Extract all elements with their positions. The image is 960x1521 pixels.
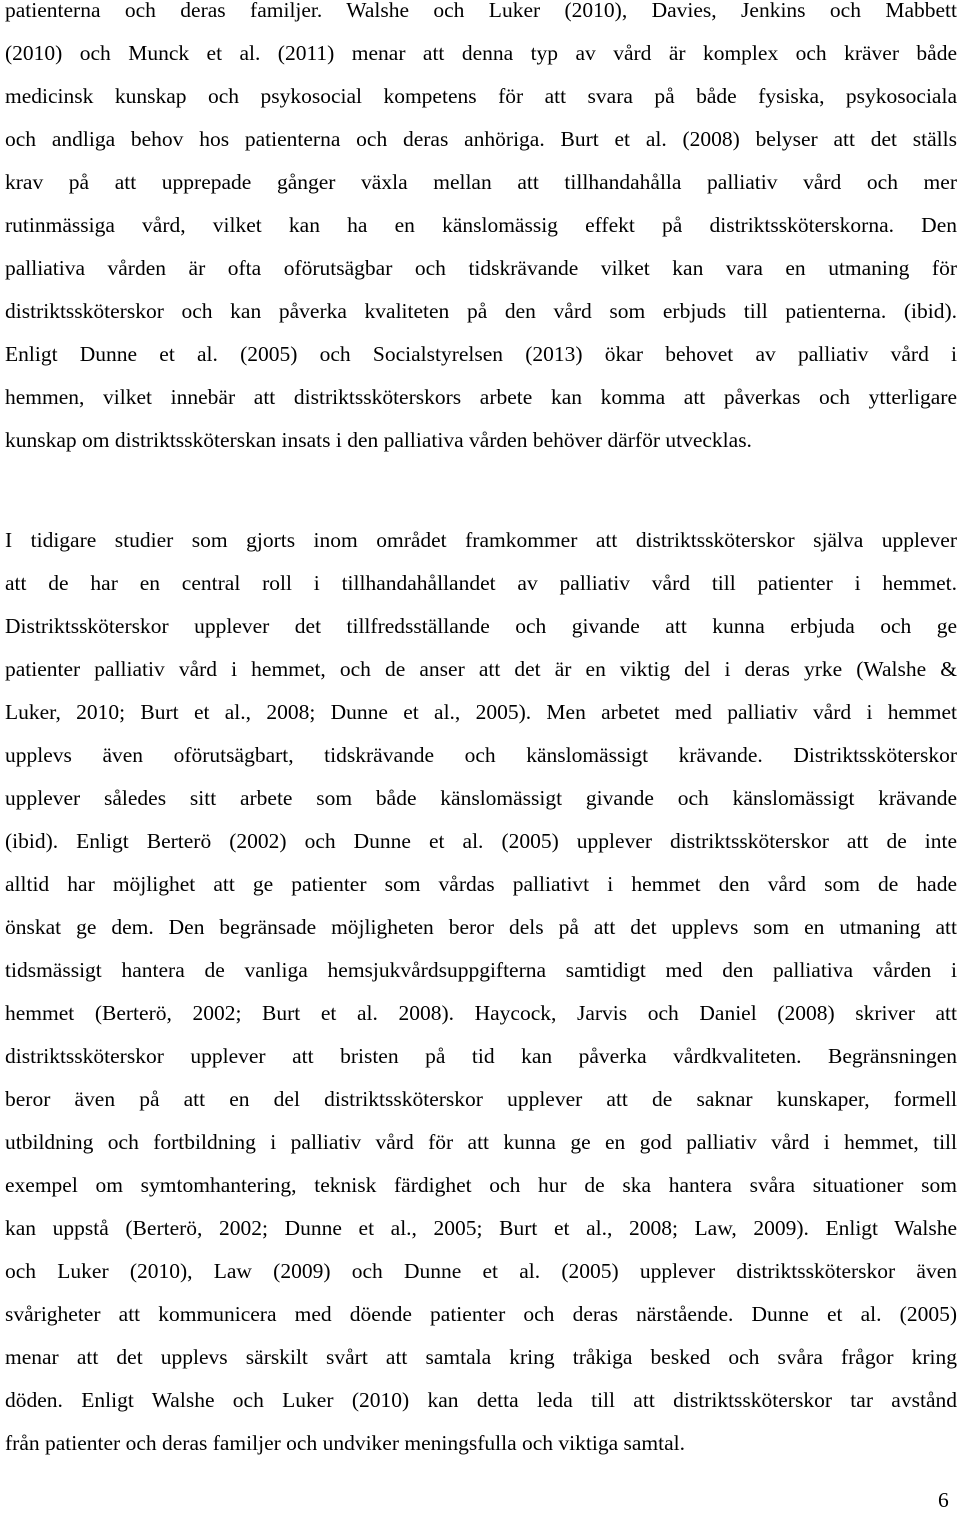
text-line: upplevs även oförutsägbart, tidskrävande och känslomässigt krävande. Distriktssköterskor: [5, 743, 957, 767]
text-line: utbildning och fortbildning i palliativ vård för att kunna ge en god palliativ vård i hemmet, till: [5, 1130, 957, 1154]
text-line: och Luker (2010), Law (2009) och Dunne et al. (2005) upplever distriktssköterskor även: [5, 1259, 957, 1283]
text-line: att de har en central roll i tillhandahållandet av palliativ vård till patienter i hemmet.: [5, 571, 957, 595]
text-line: Distriktssköterskor upplever det tillfredsställande och givande att kunna erbjuda och ge: [5, 614, 957, 638]
text-line: kunskap om distriktssköterskan insats i den palliativa vården behöver därför utvecklas.: [5, 428, 752, 452]
text-line: distriktssköterskor upplever att bristen på tid kan påverka vårdkvaliteten. Begränsningen: [5, 1044, 957, 1068]
text-line: I tidigare studier som gjorts inom området framkommer att distriktssköterskor själva upplever: [5, 528, 957, 552]
text-line: (ibid). Enligt Berterö (2002) och Dunne et al. (2005) upplever distriktssköterskor att de inte: [5, 829, 957, 853]
text-line: exempel om symtomhantering, teknisk färdighet och hur de ska hantera svåra situationer som: [5, 1173, 957, 1197]
text-line: patienter palliativ vård i hemmet, och de anser att det är en viktig del i deras yrke (Walshe &: [5, 657, 957, 681]
text-line: Luker, 2010; Burt et al., 2008; Dunne et al., 2005). Men arbetet med palliativ vård i hemmet: [5, 700, 957, 724]
text-line: önskat ge dem. Den begränsade möjligheten beror dels på att det upplevs som en utmaning att: [5, 915, 957, 939]
text-line: och andliga behov hos patienterna och deras anhöriga. Burt et al. (2008) belyser att det ställs: [5, 127, 957, 151]
text-line: svårigheter att kommunicera med döende patienter och deras närstående. Dunne et al. (2005): [5, 1302, 957, 1326]
text-line: (2010) och Munck et al. (2011) menar att denna typ av vård är komplex och kräver både: [5, 41, 957, 65]
text-line: krav på att upprepade gånger växla mellan att tillhandahålla palliativ vård och mer: [5, 170, 957, 194]
text-line: döden. Enligt Walshe och Luker (2010) kan detta leda till att distriktssköterskor tar avstånd: [5, 1388, 957, 1412]
text-line: menar att det upplevs särskilt svårt att samtala kring tråkiga besked och svåra frågor kring: [5, 1345, 957, 1369]
text-line: tidsmässigt hantera de vanliga hemsjukvårdsuppgifterna samtidigt med den palliativa vården i: [5, 958, 957, 982]
text-line: beror även på att en del distriktssköterskor upplever att de saknar kunskaper, formell: [5, 1087, 957, 1111]
text-line: hemmen, vilket innebär att distriktssköterskors arbete kan komma att påverkas och ytterligare: [5, 385, 957, 409]
text-line: från patienter och deras familjer och undviker meningsfulla och viktiga samtal.: [5, 1431, 686, 1455]
text-line: alltid har möjlighet att ge patienter som vårdas palliativt i hemmet den vård som de hade: [5, 872, 957, 896]
text-line: kan uppstå (Berterö, 2002; Dunne et al., 2005; Burt et al., 2008; Law, 2009). Enligt Walshe: [5, 1216, 957, 1240]
page-number: 6: [938, 1488, 949, 1512]
text-line: distriktssköterskor och kan påverka kvaliteten på den vård som erbjuds till patienterna. (ibid).: [5, 299, 957, 323]
text-line: medicinsk kunskap och psykosocial kompetens för att svara på både fysiska, psykosociala: [5, 84, 957, 108]
text-line: hemmet (Berterö, 2002; Burt et al. 2008). Haycock, Jarvis och Daniel (2008) skriver att: [5, 1001, 957, 1025]
text-line: upplever således sitt arbete som både känslomässigt givande och känslomässigt krävande: [5, 786, 957, 810]
text-line: rutinmässiga vård, vilket kan ha en känslomässig effekt på distriktssköterskorna. Den: [5, 213, 957, 237]
text-line: patienterna och deras familjer. Walshe och Luker (2010), Davies, Jenkins och Mabbett: [5, 0, 957, 22]
text-line: palliativa vården är ofta oförutsägbar och tidskrävande vilket kan vara en utmaning för: [5, 256, 957, 280]
text-line: Enligt Dunne et al. (2005) och Socialstyrelsen (2013) ökar behovet av palliativ vård i: [5, 342, 957, 366]
